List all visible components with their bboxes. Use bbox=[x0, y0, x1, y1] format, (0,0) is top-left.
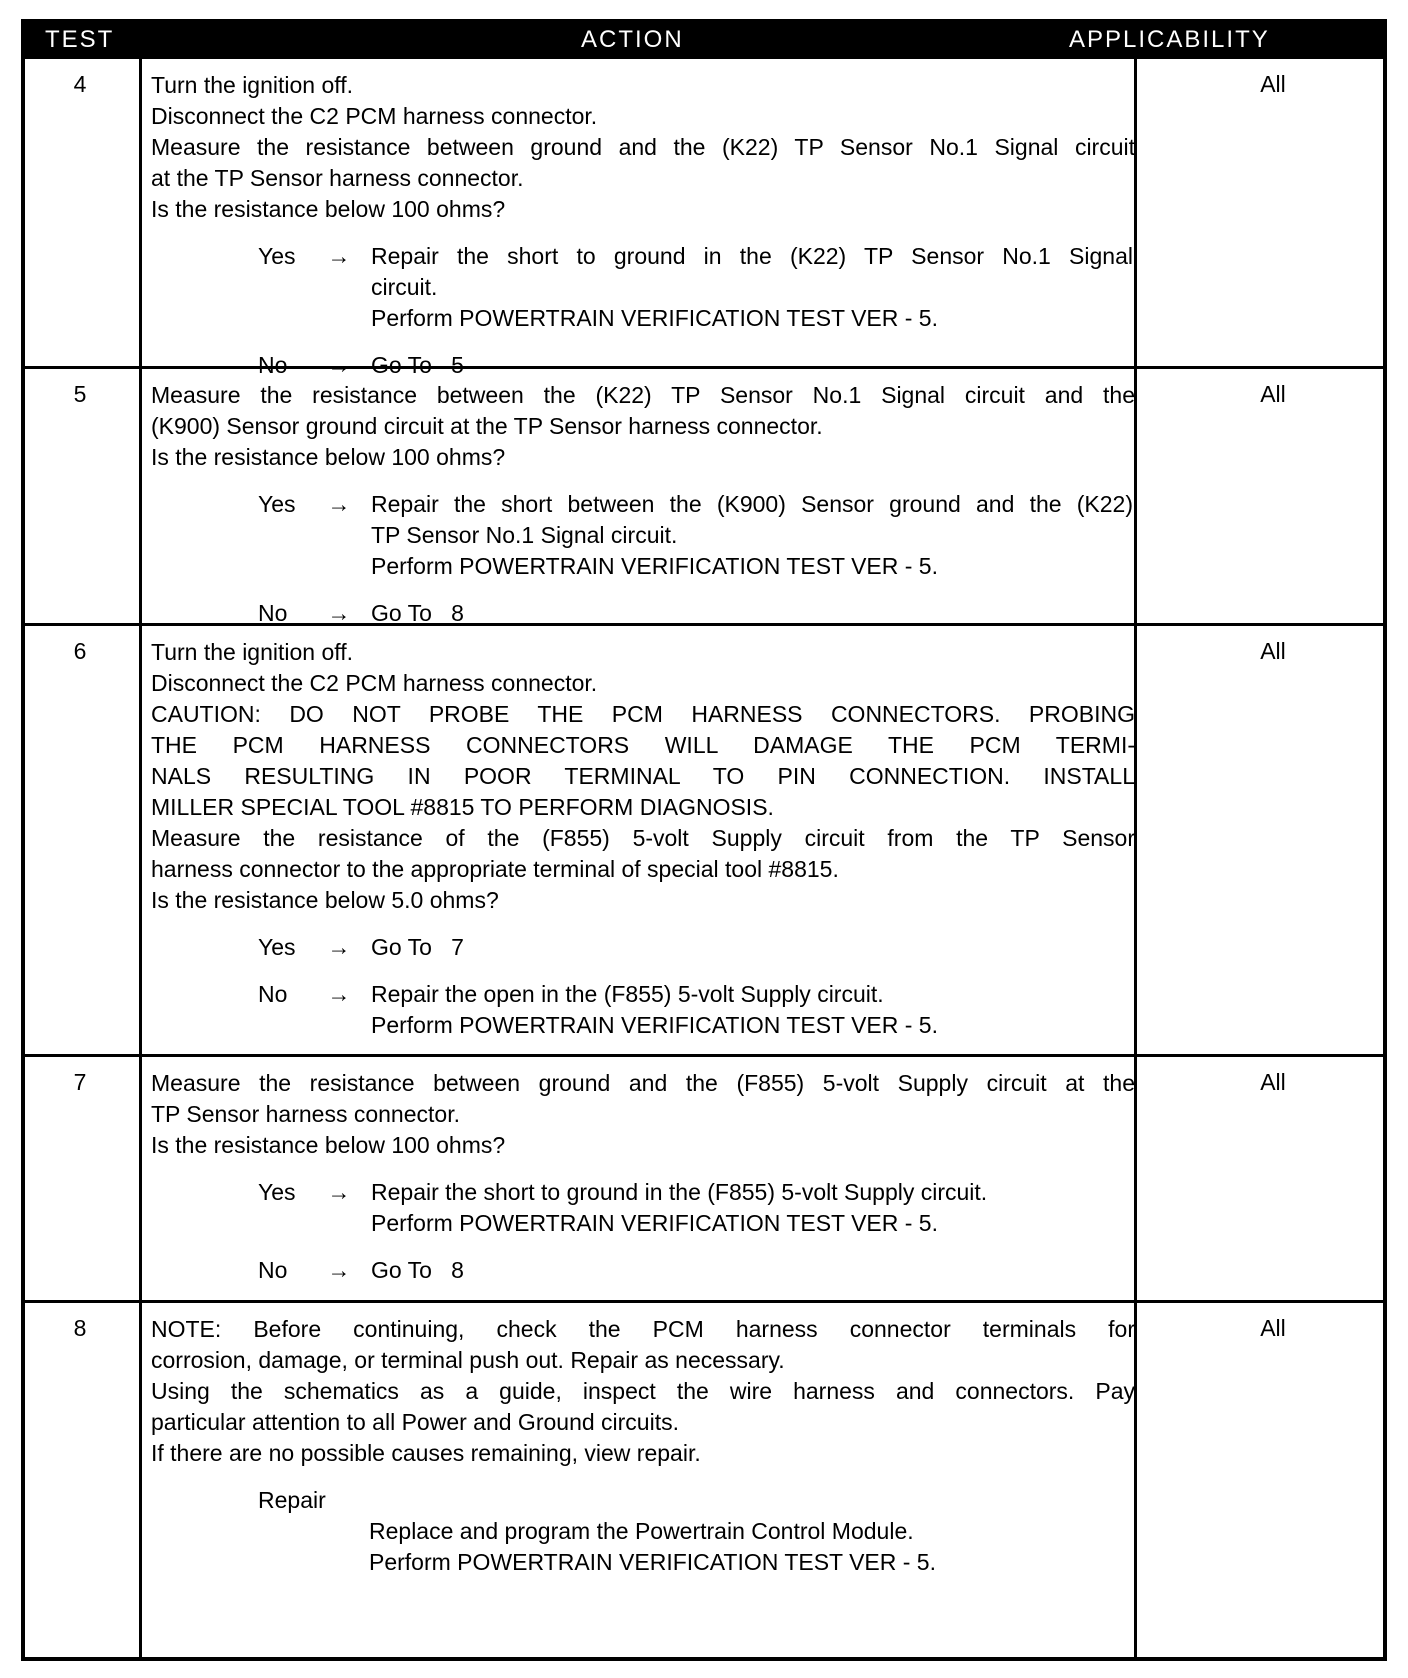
action-line: (K900) Sensor ground circuit at the TP Sensor harness connector. bbox=[151, 413, 823, 439]
caution-line: CAUTION: DO NOT PROBE THE PCM HARNESS CONNECTORS. PROBING bbox=[151, 701, 1135, 727]
action-cell bbox=[151, 70, 1135, 381]
yes-label: Yes bbox=[258, 1179, 296, 1205]
yes-result: Go To 7 bbox=[371, 934, 464, 960]
no-result: Go To 5 bbox=[371, 352, 464, 378]
test-number: 8 bbox=[73, 1315, 87, 1341]
no-result: Go To 8 bbox=[371, 1257, 464, 1283]
header-test: TEST bbox=[45, 26, 115, 53]
yes-label: Yes bbox=[258, 243, 296, 269]
applicability-value: All bbox=[1260, 638, 1286, 664]
action-line: Disconnect the C2 PCM harness connector. bbox=[151, 670, 598, 696]
applicability-value: All bbox=[1260, 1069, 1286, 1095]
action-line: Is the resistance below 100 ohms? bbox=[151, 1132, 506, 1158]
yes-result: Repair the short between the (K900) Sensor ground and the (K22) TP Sensor No.1 Signal circuit. Perform POWERTRAIN VERIFICATION TEST VER - 5. bbox=[371, 491, 1133, 579]
header-applicability: APPLICABILITY bbox=[1069, 26, 1270, 53]
applicability-value: All bbox=[1260, 1315, 1286, 1341]
note-line: NOTE: Before continuing, check the PCM harness connector terminals for bbox=[151, 1316, 1135, 1342]
yes-label: Yes bbox=[258, 491, 296, 517]
caution-line: NALS RESULTING IN POOR TERMINAL TO PIN CONNECTION. INSTALL bbox=[151, 763, 1135, 789]
test-number: 6 bbox=[73, 638, 87, 664]
yes-branch bbox=[151, 932, 1135, 963]
arrow-icon: → bbox=[327, 981, 351, 1007]
test-row-6 bbox=[21, 626, 1387, 1057]
arrow-icon: → bbox=[327, 491, 351, 517]
action-line: Turn the ignition off. bbox=[151, 72, 354, 98]
arrow-icon: → bbox=[327, 352, 351, 378]
repair-result: Replace and program the Powertrain Control Module. Perform POWERTRAIN VERIFICATION TEST VER - 5. bbox=[369, 1518, 936, 1575]
action-line: particular attention to all Power and Ground circuits. bbox=[151, 1409, 679, 1435]
no-branch bbox=[151, 1255, 1135, 1286]
test-number: 7 bbox=[73, 1069, 87, 1095]
repair-label: Repair bbox=[258, 1487, 326, 1513]
applicability-value: All bbox=[1260, 381, 1286, 407]
no-label: No bbox=[258, 981, 288, 1007]
action-line: Disconnect the C2 PCM harness connector. bbox=[151, 103, 598, 129]
action-line: Is the resistance below 100 ohms? bbox=[151, 196, 506, 222]
no-label: No bbox=[258, 1257, 288, 1283]
note-line: corrosion, damage, or terminal push out. Repair as necessary. bbox=[151, 1347, 785, 1373]
action-line: Measure the resistance of the (F855) 5-volt Supply circuit from the TP Sensor bbox=[151, 825, 1135, 851]
no-branch bbox=[151, 979, 1135, 1041]
action-line: harness connector to the appropriate terminal of special tool #8815. bbox=[151, 856, 839, 882]
no-branch bbox=[151, 598, 1135, 629]
yes-branch bbox=[151, 241, 1135, 334]
arrow-icon: → bbox=[327, 600, 351, 626]
action-line: TP Sensor harness connector. bbox=[151, 1101, 460, 1127]
yes-label: Yes bbox=[258, 934, 296, 960]
action-line: If there are no possible causes remaining, view repair. bbox=[151, 1440, 701, 1466]
action-line: Is the resistance below 100 ohms? bbox=[151, 444, 506, 470]
test-number: 5 bbox=[73, 381, 87, 407]
yes-result: Repair the short to ground in the (F855) 5-volt Supply circuit. Perform POWERTRAIN VERIFICATION TEST VER - 5. bbox=[371, 1179, 988, 1236]
action-line: Measure the resistance between ground and the (F855) 5-volt Supply circuit at the bbox=[151, 1070, 1135, 1096]
header-action: ACTION bbox=[581, 26, 684, 53]
action-line: Is the resistance below 5.0 ohms? bbox=[151, 887, 499, 913]
arrow-icon: → bbox=[327, 243, 351, 269]
action-line: at the TP Sensor harness connector. bbox=[151, 165, 524, 191]
action-cell bbox=[151, 637, 1135, 1041]
action-line: Measure the resistance between ground and the (K22) TP Sensor No.1 Signal circuit bbox=[151, 134, 1135, 160]
applicability-value: All bbox=[1260, 71, 1286, 97]
action-cell bbox=[151, 380, 1135, 629]
yes-branch bbox=[151, 1177, 1135, 1239]
arrow-icon: → bbox=[327, 1179, 351, 1205]
action-line: Measure the resistance between the (K22) TP Sensor No.1 Signal circuit and the bbox=[151, 382, 1135, 408]
yes-result: Repair the short to ground in the (K22) TP Sensor No.1 Signal circuit. Perform POWERTRAIN VERIFICATION TEST VER - 5. bbox=[371, 243, 1133, 331]
test-row-8 bbox=[21, 1303, 1387, 1661]
arrow-icon: → bbox=[327, 1257, 351, 1283]
no-result: Repair the open in the (F855) 5-volt Supply circuit. Perform POWERTRAIN VERIFICATION TEST VER - 5. bbox=[371, 981, 938, 1038]
test-row-5 bbox=[21, 369, 1387, 626]
test-number: 4 bbox=[73, 71, 87, 97]
repair-branch bbox=[151, 1485, 1135, 1578]
action-line: Turn the ignition off. bbox=[151, 639, 354, 665]
table-header bbox=[21, 19, 1387, 59]
yes-branch bbox=[151, 489, 1135, 582]
no-result: Go To 8 bbox=[371, 600, 464, 626]
action-cell bbox=[151, 1314, 1135, 1578]
action-cell bbox=[151, 1068, 1135, 1286]
caution-line: THE PCM HARNESS CONNECTORS WILL DAMAGE THE PCM TERMI- bbox=[151, 732, 1135, 758]
caution-line: MILLER SPECIAL TOOL #8815 TO PERFORM DIAGNOSIS. bbox=[151, 794, 774, 820]
test-row-7 bbox=[21, 1057, 1387, 1303]
no-label: No bbox=[258, 600, 288, 626]
action-line: Using the schematics as a guide, inspect the wire harness and connectors. Pay bbox=[151, 1378, 1135, 1404]
arrow-icon: → bbox=[327, 934, 351, 960]
no-label: No bbox=[258, 352, 288, 378]
test-row-4 bbox=[21, 59, 1387, 378]
